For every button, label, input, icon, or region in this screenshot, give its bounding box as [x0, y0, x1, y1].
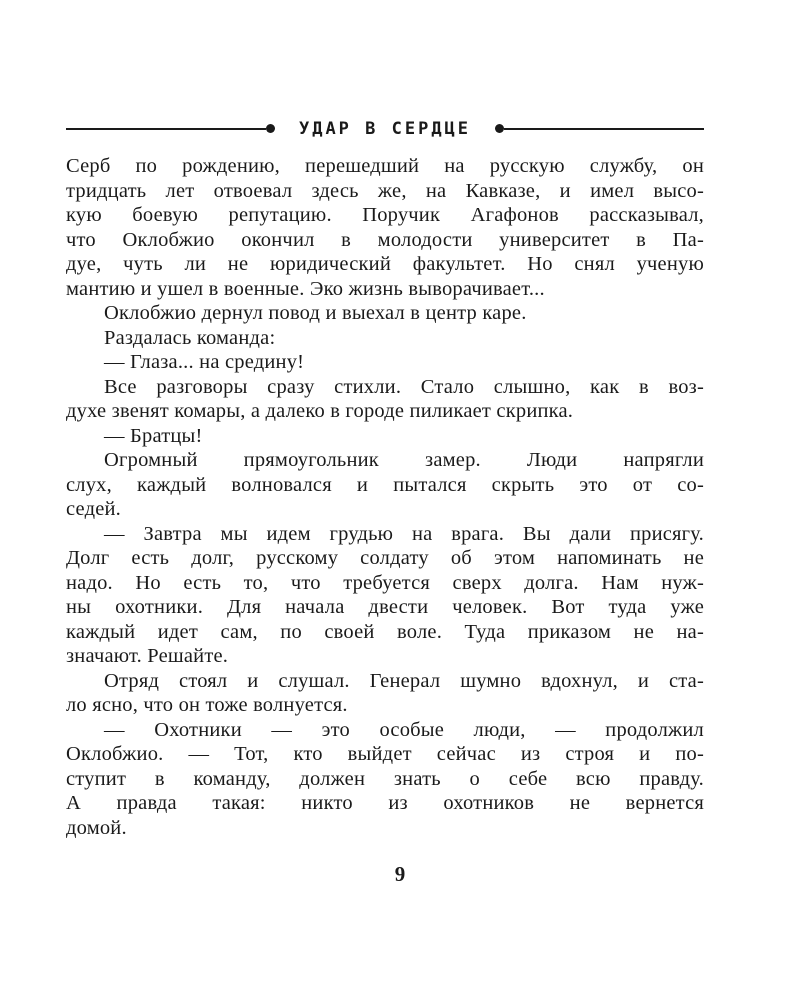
text-line: Оклобжио дернул повод и выехал в центр каре. — [104, 302, 527, 324]
text-line: Отряд стоял и слушал. Генерал шумно вдохнул, и ста- — [104, 669, 704, 692]
header-bullet-left — [266, 124, 275, 133]
text-line: — Охотники — это особые люди, — продолжил — [104, 718, 704, 741]
text-line: каждый идет сам, по своей воле. Туда приказом не на- — [66, 620, 704, 643]
body-text — [66, 154, 704, 840]
text-line: Серб по рождению, перешедший на русскую службу, он — [66, 155, 704, 177]
header-rule-right — [504, 128, 704, 130]
text-line: мантию и ушел в военные. Эко жизнь выворачивает... — [66, 277, 545, 300]
text-line: Раздалась команда: — [104, 326, 276, 349]
text-line: значают. Решайте. — [66, 645, 229, 667]
text-line: духе звенят комары, а далеко в городе пиликает скрипка. — [66, 400, 574, 422]
text-line: что Оклобжио окончил в молодости университет в Па- — [66, 228, 704, 251]
text-line: ступит в команду, должен знать о себе всю правду. — [66, 767, 704, 790]
page-number: 9 — [394, 862, 406, 886]
text-line: ны охотники. Для начала двести человек. Вот туда уже — [66, 596, 704, 618]
text-line: тридцать лет отвоевал здесь же, на Кавказе, и имел высо- — [66, 179, 704, 202]
text-line: А правда такая: никто из охотников не вернется — [66, 792, 704, 814]
running-title: УДАР В СЕРДЦЕ — [298, 119, 472, 139]
text-line: Долг есть долг, русскому солдату об этом напоминать не — [66, 547, 704, 569]
header-rule-left — [66, 128, 266, 130]
running-header — [66, 117, 704, 141]
text-line: — Завтра мы идем грудью на врага. Вы дали присягу. — [104, 522, 704, 545]
text-line: Все разговоры сразу стихли. Стало слышно, как в воз- — [104, 375, 704, 398]
text-line: Огромный прямоугольник замер. Люди напрягли — [104, 449, 704, 471]
text-line: кую боевую репутацию. Поручик Агафонов рассказывал, — [66, 204, 704, 226]
text-line: — Братцы! — [104, 424, 203, 447]
header-bullet-right — [495, 124, 504, 133]
text-line: ло ясно, что он тоже волнуется. — [66, 694, 348, 716]
text-line: домой. — [66, 816, 127, 839]
text-line: надо. Но есть то, что требуется сверх долга. Нам нуж- — [66, 571, 704, 594]
text-line: слух, каждый волновался и пытался скрыть это от со- — [66, 473, 704, 496]
text-line: дуе, чуть ли не юридический факультет. Но снял ученую — [66, 253, 704, 275]
text-line: Оклобжио. — Тот, кто выйдет сейчас из строя и по- — [66, 743, 704, 765]
text-line: седей. — [66, 498, 122, 520]
text-line: — Глаза... на средину! — [104, 351, 305, 373]
